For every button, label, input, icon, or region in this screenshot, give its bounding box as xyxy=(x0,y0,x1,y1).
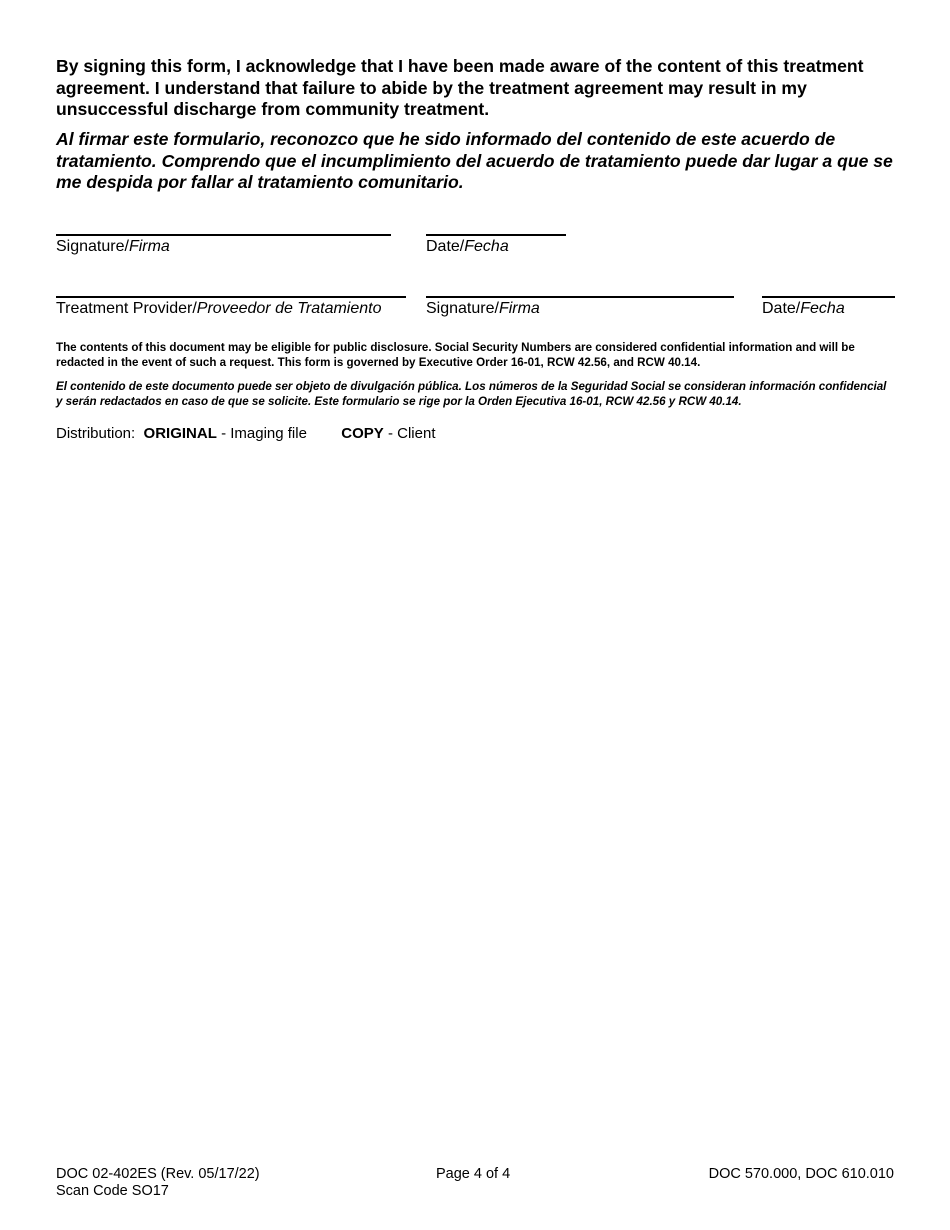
client-date-label: Date/Fecha xyxy=(426,238,509,255)
document-page xyxy=(56,0,896,1230)
provider-date-line xyxy=(762,296,895,298)
footer-left xyxy=(56,1166,260,1200)
disclosure-notice-spanish: El contenido de este documento puede ser objeto de divulgación pública. Los números de la Seguridad Social se consideran información confidencial y serán redactados en caso de que se solicite. Este formulario se rige por la Orden Ejecutiva 16-01, RCW 42.56 y RCW 40.14. xyxy=(56,380,887,408)
disclosure-notice-english: The contents of this document may be eligible for public disclosure. Social Security Numbers are considered confidential information and will be redacted in the event of such a request. This form is governed by Executive Order 16-01, RCW 42.56, and RCW 40.14. xyxy=(56,341,855,369)
treatment-provider-label: Treatment Provider/Proveedor de Tratamiento xyxy=(56,300,382,317)
acknowledgement-spanish: Al firmar este formulario, reconozco que he sido informado del contenido de este acuerdo de tratamiento. Comprendo que el incumplimiento del acuerdo de tratamiento puede dar lugar a que se me despida por fallar al tratamiento comunitario. xyxy=(56,129,893,192)
scan-code: Scan Code SO17 xyxy=(56,1183,169,1199)
client-date-field[interactable] xyxy=(426,234,566,256)
provider-signature-label: Signature/Firma xyxy=(426,300,540,317)
distribution-copy: COPY xyxy=(341,425,384,442)
distribution-original-dest: - Imaging file xyxy=(221,425,307,442)
client-signature-label: Signature/Firma xyxy=(56,238,170,255)
form-number: DOC 02-402ES (Rev. 05/17/22) xyxy=(56,1166,260,1182)
distribution-line xyxy=(56,425,435,443)
treatment-provider-field[interactable] xyxy=(56,296,406,318)
distribution-original: ORIGINAL xyxy=(143,425,217,442)
provider-date-label: Date/Fecha xyxy=(762,300,845,317)
distribution-label: Distribution: xyxy=(56,425,136,442)
acknowledgement-english: By signing this form, I acknowledge that I have been made aware of the content of this treatment agreement. I understand that failure to abide by the treatment agreement may result in my unsuccessful discharge from community treatment. xyxy=(56,56,864,119)
provider-signature-line xyxy=(426,296,734,298)
page-number: Page 4 of 4 xyxy=(436,1166,511,1182)
policy-references: DOC 570.000, DOC 610.010 xyxy=(708,1166,894,1182)
client-date-line xyxy=(426,234,566,236)
treatment-provider-line xyxy=(56,296,406,298)
client-signature-field[interactable] xyxy=(56,234,391,256)
client-signature-line xyxy=(56,234,391,236)
provider-date-field[interactable] xyxy=(762,296,895,318)
provider-signature-field[interactable] xyxy=(426,296,734,318)
distribution-copy-dest: - Client xyxy=(387,425,436,442)
